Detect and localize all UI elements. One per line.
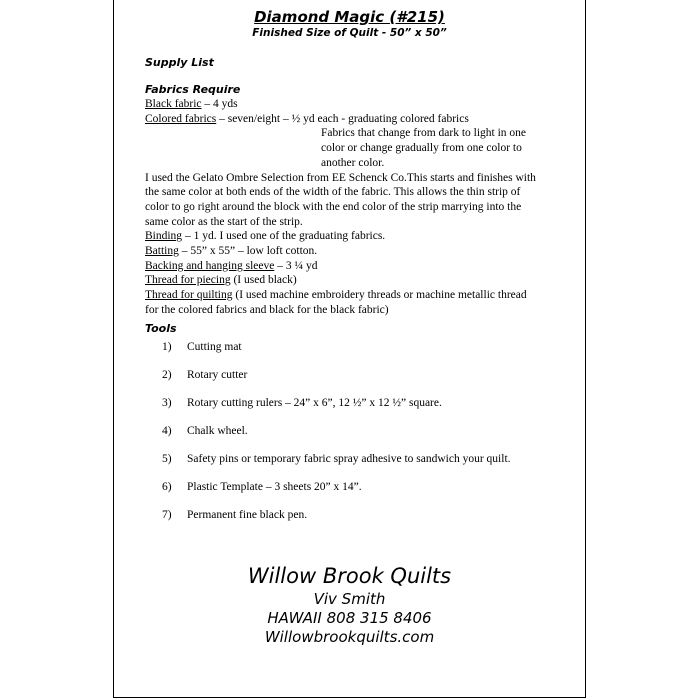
piecing-thread-label: Thread for piecing [145, 274, 231, 287]
list-item-text: Cutting mat [187, 341, 242, 353]
list-item-text: Rotary cutter [187, 369, 248, 381]
quilting-thread-label: Thread for quilting [145, 289, 233, 302]
black-fabric-text: – 4 yds [201, 98, 238, 110]
gelato-line-2: the same color at both ends of the width of the fabric. This allows the thin strip of [145, 186, 521, 199]
list-item-number: 4) [162, 425, 172, 437]
list-item-text: Permanent fine black pen. [187, 509, 308, 521]
list-item-text: Chalk wheel. [187, 425, 248, 437]
supply-list-heading: Supply List [145, 56, 214, 69]
list-item [162, 509, 307, 521]
list-item [162, 425, 248, 437]
list-item-number: 7) [162, 509, 172, 521]
binding-text: – 1 yd. I used one of the graduating fabrics. [182, 230, 386, 243]
list-item-number: 5) [162, 453, 172, 465]
batting-text: – 55” x 55” – low loft cotton. [178, 245, 318, 258]
list-item-number: 2) [162, 369, 172, 381]
quilting-thread-line-2: for the colored fabrics and black for the black fabric) [145, 303, 389, 316]
list-item [162, 481, 362, 493]
list-item-text: Safety pins or temporary fabric spray adhesive to sandwich your quilt. [187, 453, 511, 465]
finished-size: Finished Size of Quilt - 50” x 50” [252, 27, 447, 39]
list-item [162, 369, 247, 381]
list-item-text: Plastic Template – 3 sheets 20” x 14”. [187, 481, 362, 493]
colored-note-1: Fabrics that change from dark to light in one [321, 127, 527, 140]
colored-fabrics-label: Colored fabrics [145, 112, 217, 125]
fabrics-heading: Fabrics Require [145, 83, 241, 96]
phone-number: HAWAII 808 315 8406 [267, 609, 432, 627]
list-item-number: 6) [162, 481, 172, 493]
pattern-sheet [113, 0, 586, 698]
list-item-number: 1) [162, 341, 172, 353]
piecing-thread-line [145, 273, 565, 288]
colored-note-2: color or change gradually from one color to [321, 142, 522, 155]
pattern-title: Diamond Magic (#215) [254, 8, 445, 26]
list-item-text: Rotary cutting rulers – 24” x 6”, 12 ½” x 12 ½” square. [187, 397, 442, 409]
gelato-line-4: same color as the start of the strip. [145, 215, 303, 228]
list-item [162, 341, 242, 353]
colored-note-3: another color. [321, 156, 385, 169]
batting-line [145, 244, 565, 259]
binding-line [145, 229, 565, 244]
binding-label: Binding [145, 230, 183, 243]
list-item [162, 397, 442, 409]
backing-text: – 3 ¼ yd [274, 259, 318, 272]
quilting-thread-text: (I used machine embroidery threads or machine metallic thread [232, 289, 527, 302]
quilting-thread-line [145, 288, 565, 303]
colored-fabrics-line [145, 112, 565, 127]
batting-label: Batting [145, 245, 179, 258]
colored-fabrics-text: – seven/eight – ½ yd each - graduating colored fabrics [216, 112, 469, 125]
backing-line [145, 259, 565, 274]
supply-list-body [145, 97, 565, 318]
gelato-line-1: I used the Gelato Ombre Selection from EE Schenck Co.This starts and finishes with [145, 171, 536, 184]
backing-label: Backing and hanging sleeve [145, 259, 275, 272]
tools-heading: Tools [145, 322, 177, 335]
list-item-number: 3) [162, 397, 172, 409]
brand-name: Willow Brook Quilts [247, 564, 452, 588]
black-fabric-line [145, 97, 565, 112]
author-name: Viv Smith [313, 590, 386, 608]
list-item [162, 453, 511, 465]
gelato-line-3: color to go right around the block with the end color of the strip marrying into the [145, 200, 522, 213]
website-link: Willowbrookquilts.com [264, 628, 435, 646]
piecing-thread-text: (I used black) [230, 274, 297, 287]
black-fabric-label: Black fabric [145, 98, 202, 110]
